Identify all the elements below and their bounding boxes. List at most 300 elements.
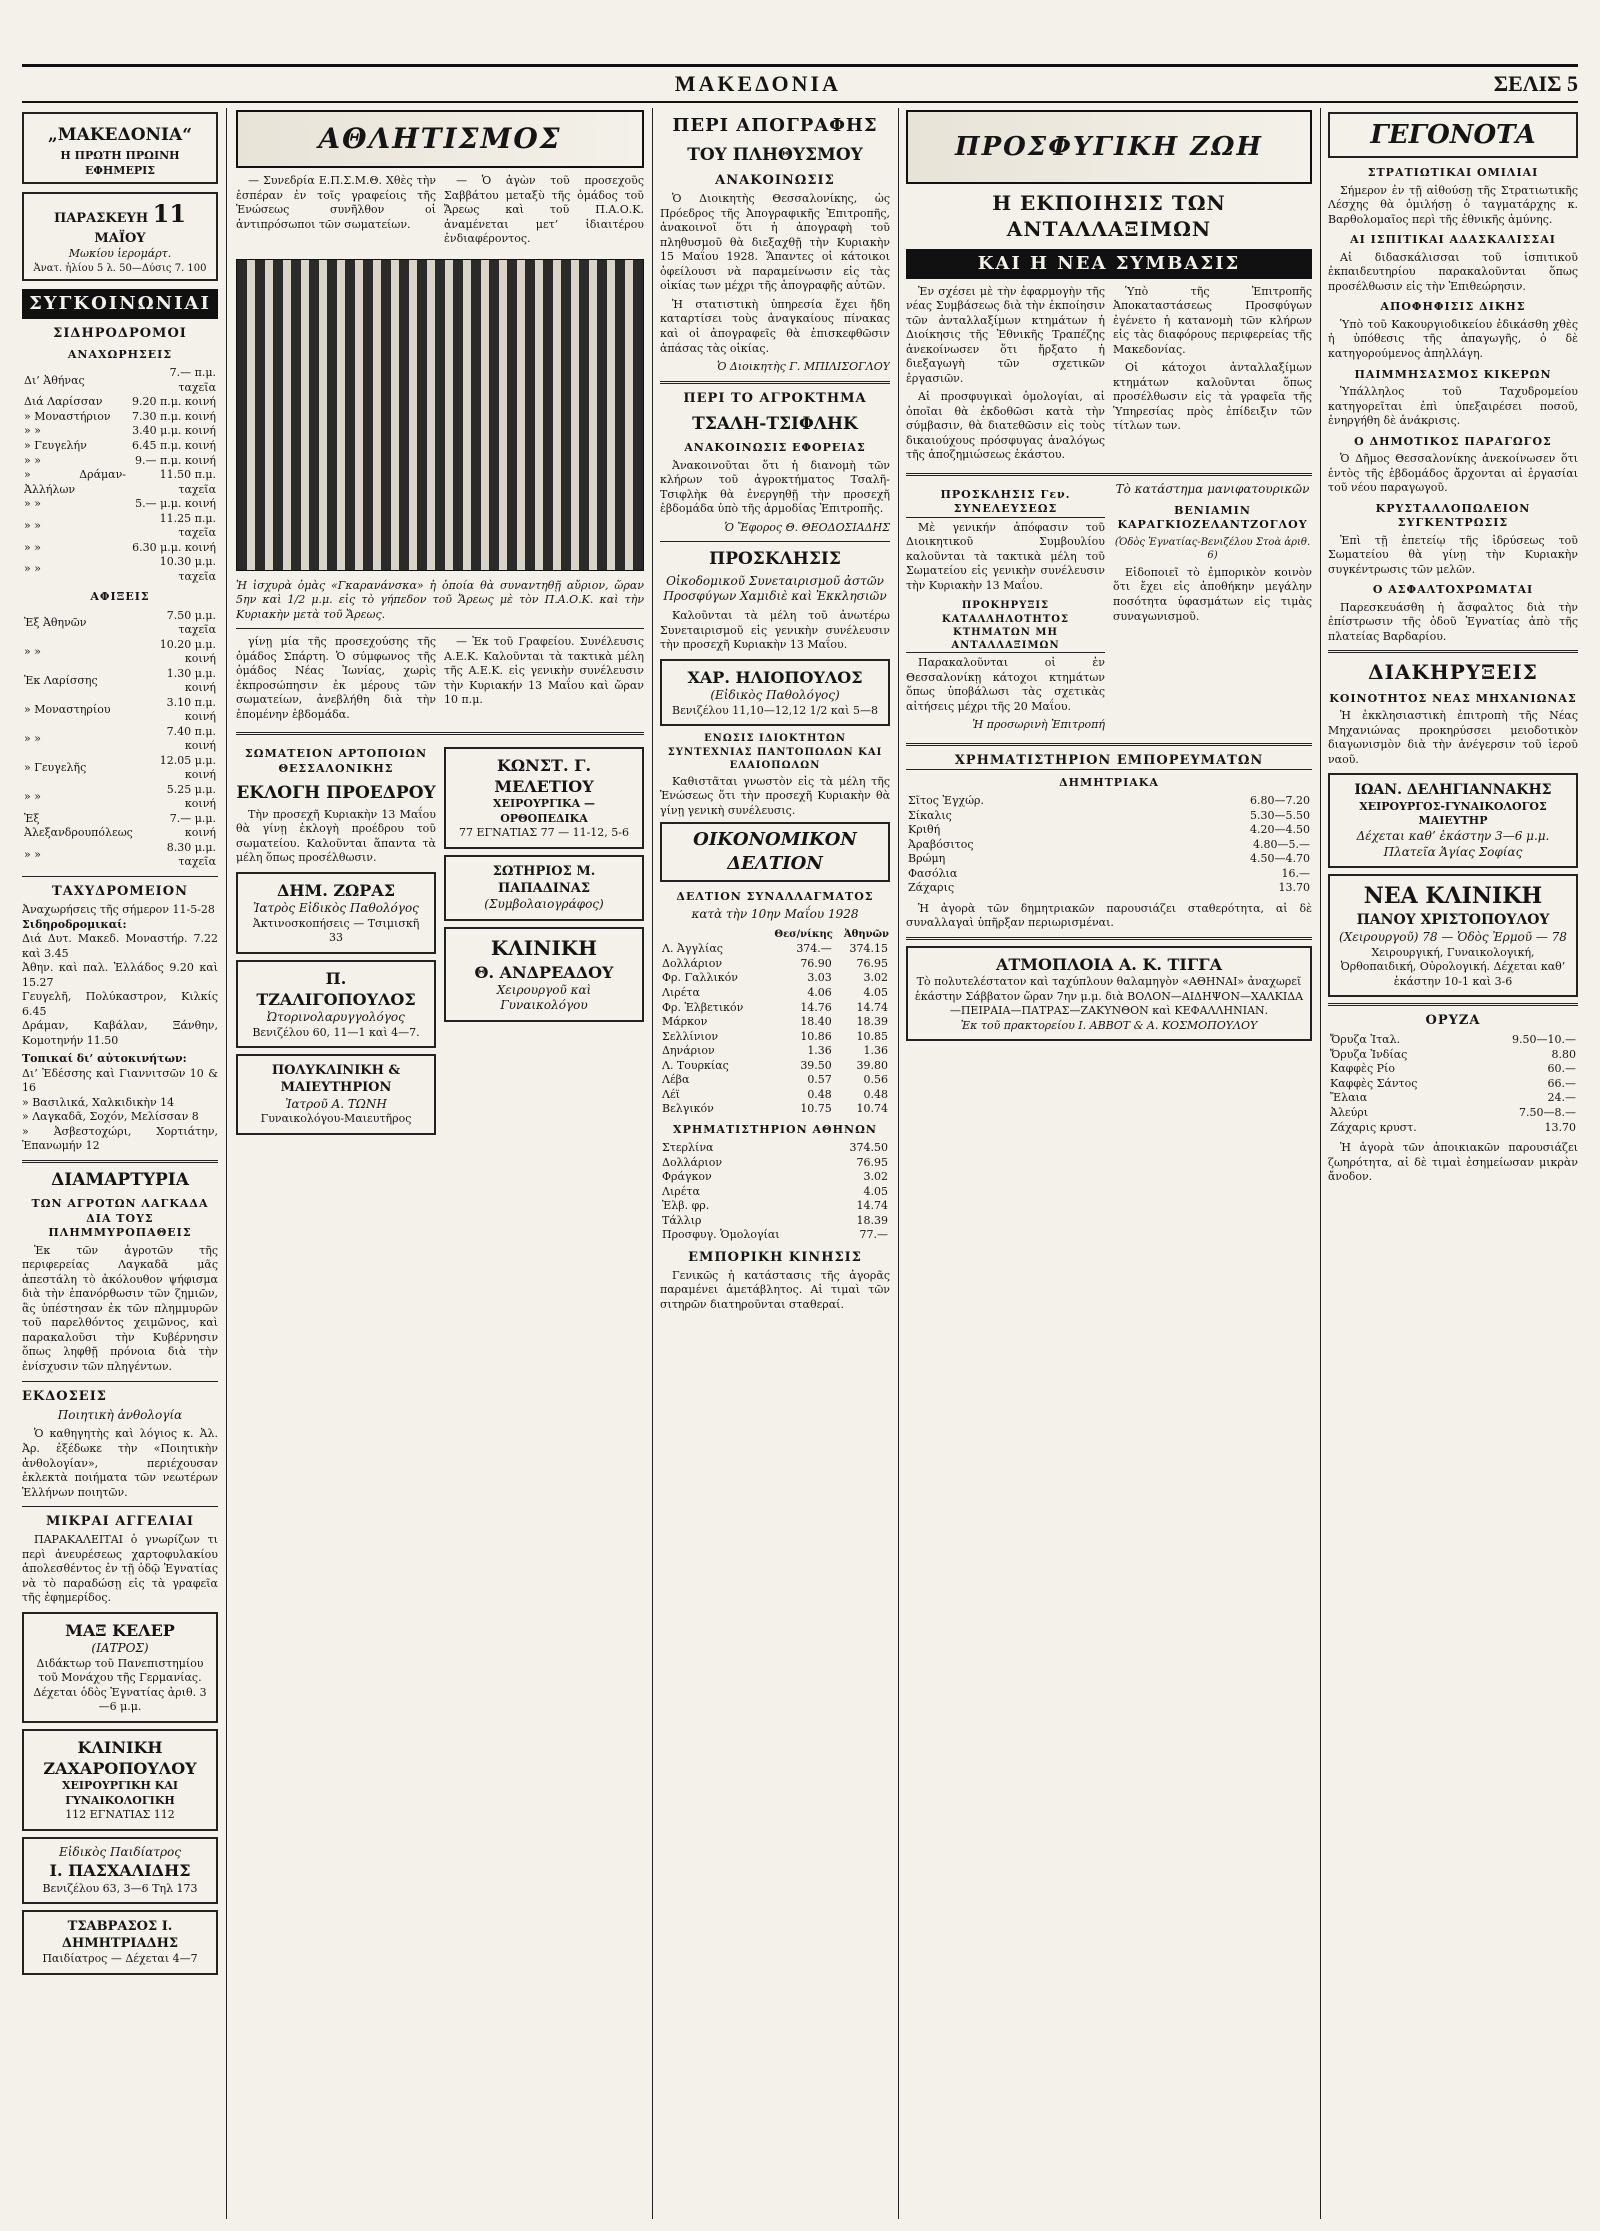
table-cell: 18.40 bbox=[800, 1015, 832, 1029]
table-header: Θεσ/νίκης bbox=[774, 929, 833, 941]
census-heading: ΠΕΡΙ ΑΠΟΓΡΑΦΗΣ bbox=[672, 115, 878, 136]
timetable-row bbox=[22, 468, 218, 497]
date-month: ΜΑΪΟΥ bbox=[94, 231, 146, 247]
ad-subtitle: ΧΕΙΡΟΥΡΓΟΣ-ΓΥΝΑΙΚΟΛΟΓΟΣ ΜΑΙΕΥΤΗΡ bbox=[1359, 799, 1547, 828]
ad-paschalidis bbox=[22, 1837, 218, 1904]
timetable-row bbox=[22, 395, 218, 410]
refugee-heading: Η ΕΚΠΟΙΗΣΙΣ ΤΩΝ ΑΝΤΑΛΛΑΞΙΜΩΝ bbox=[992, 191, 1226, 242]
post-subheading: Σιδηροδρομικαί: bbox=[22, 917, 127, 931]
table-cell: Σελλίνιον bbox=[662, 1029, 719, 1043]
commodity-row bbox=[906, 794, 1312, 809]
ad-tzaligopoulos bbox=[236, 960, 436, 1049]
table-cell: 0.48 bbox=[863, 1087, 888, 1101]
table-cell: 13.70 bbox=[1544, 1120, 1576, 1134]
bourse-heading: ΧΡΗΜΑΤΙΣΤΗΡΙΟΝ ΑΘΗΝΩΝ bbox=[673, 1122, 877, 1136]
fx-row bbox=[660, 1030, 890, 1045]
divider bbox=[22, 1160, 218, 1163]
column-4 bbox=[906, 108, 1312, 2219]
bourse-row bbox=[660, 1185, 890, 1200]
table-cell: 374.50 bbox=[849, 1141, 888, 1155]
table-cell: 39.50 bbox=[800, 1058, 832, 1072]
ad-text: Διδάκτωρ τοῦ Πανεπιστημίου τοῦ Μονάχου τῆς Γερμανίας. Δέχεται ὁδὸς Ἐγνατίας ἀριθ. 3—6 μ.μ. bbox=[33, 1656, 207, 1714]
ad-subtitle: (ΙΑΤΡΟΣ) bbox=[91, 1640, 149, 1655]
table-cell: 10.85 bbox=[856, 1029, 888, 1043]
ad-papadinas bbox=[444, 855, 644, 921]
fx-heading: ΔΕΛΤΙΟΝ ΣΥΝΑΛΛΑΓΜΑΤΟΣ bbox=[676, 889, 874, 903]
editions-subheading: Ποιητικὴ ἀνθολογία bbox=[57, 1407, 183, 1422]
protest-text: Ἐκ τῶν ἀγροτῶν τῆς περιφερείας Λαγκαδᾶ μᾶς ἀπεστάλη τὸ ἀκόλουθον ψήφισμα διὰ τὴν ἐπανόρθωσιν τῶν ζημιῶν, ἃς ὑπέστησαν ἐκ τῶν πλημμυρῶν τοῦ παρελθόντος χειμῶνος, καὶ παρακαλοῦσι τὴν Κυβέρνησιν ὅπως ληφθῇ πρόνοια διὰ τὴν ἐνίσχυσιν τῶν πληγέντων. bbox=[22, 1243, 218, 1373]
news-text: Ὑπὸ τοῦ Κακουργιοδικείου ἐδικάσθη χθὲς ἡ ὑπόθεσις τῆς ἀπαγωγῆς, ὁ δὲ κατηγορούμενος ἀπηλλάγη. bbox=[1328, 317, 1578, 360]
column-2 bbox=[236, 108, 644, 2219]
fx-row bbox=[660, 942, 890, 957]
departures-table bbox=[22, 609, 218, 870]
post-list bbox=[22, 932, 218, 1048]
divider bbox=[236, 732, 644, 735]
table-cell: 5.25 μ.μ. κοινή bbox=[166, 782, 216, 811]
table-cell: 6.30 μ.μ. κοινή bbox=[132, 540, 216, 554]
news-heading: ΚΡΥΣΤΑΛΛΟΠΩΛΕΙΟΝ ΣΥΓΚΕΝΤΡΩΣΙΣ bbox=[1375, 501, 1531, 530]
protest-subheading: ΤΩΝ ΑΓΡΟΤΩΝ ΛΑΓΚΑΔΑ ΔΙΑ ΤΟΥΣ ΠΛΗΜΜΥΡΟΠΑΘΕΙΣ bbox=[31, 1197, 209, 1240]
table-cell: 1.36 bbox=[863, 1044, 888, 1058]
shop-text: Εἰδοποιεῖ τὸ ἐμπορικὸν κοινὸν ὅτι ἔχει εἰς ἀποθήκην μεγάλην ποσότητα ὑφασμάτων εἰς τιμὰς συναγωνισμοῦ. bbox=[1113, 565, 1312, 623]
table-cell: 10.86 bbox=[800, 1029, 832, 1043]
lease-text: Παρακαλοῦνται οἱ ἐν Θεσσαλονίκῃ κάτοχοι κτημάτων ὅπως ὑποβάλωσι τὰς σχετικὰς αἰτήσεις μέχρι τῆς 20 Μαΐου. bbox=[906, 656, 1105, 713]
ad-meletiou bbox=[444, 747, 644, 849]
meeting-text: Μὲ γενικήν ἀπόφασιν τοῦ Διοικητικοῦ Συμβουλίου καλοῦνται τὰ τακτικὰ μέλη τοῦ Σωματείου εἰς γενικὴν συνέλευσιν τὴν Κυριακὴν 13 Μαΐου. bbox=[906, 520, 1105, 592]
column-divider bbox=[1320, 108, 1321, 2219]
union-heading: ΣΩΜΑΤΕΙΟΝ ΑΡΤΟΠΟΙΩΝ ΘΕΣΣΑΛΟΝΙΚΗΣ bbox=[245, 747, 427, 775]
price-row bbox=[1328, 1048, 1578, 1063]
table-cell: » » bbox=[24, 540, 41, 554]
price-row bbox=[1328, 1033, 1578, 1048]
invite-text: Καλοῦνται τὰ μέλη τοῦ ἀνωτέρω Συνεταιρισμοῦ εἰς γενικὴν συνέλευσιν τὴν προσεχῆ Κυριακὴν 13 Μαΐου. bbox=[660, 609, 890, 652]
post-item: Διά Δυτ. Μακεδ. Μοναστήρ. 7.22 καὶ 3.45 bbox=[22, 932, 218, 960]
fx-row bbox=[660, 971, 890, 986]
ad-text: Χειρουργοῦ καὶ Γυναικολόγου bbox=[496, 982, 592, 1013]
table-cell: Ἐξ Ἀθηνῶν bbox=[24, 615, 87, 629]
table-cell: Δηνάριον bbox=[662, 1044, 715, 1058]
table-cell: 60.— bbox=[1547, 1062, 1576, 1076]
refugee-text-c: Ὑπὸ τῆς Ἐπιτροπῆς Ἀποκαταστάσεως Προσφύγων ἐγένετο ἡ κατανομὴ τῶν κλήρων εἰς τὰς διαφόρους περιφερείας τῆς Μακεδονίας. bbox=[1113, 284, 1312, 356]
table-cell: Λέβα bbox=[662, 1073, 690, 1087]
ad-text: Γυναικολόγου-Μαιευτῆρος bbox=[260, 1112, 412, 1126]
table-cell: 7.— π.μ. ταχεῖα bbox=[169, 366, 216, 394]
bourse-row bbox=[660, 1228, 890, 1243]
table-cell: 4.06 bbox=[807, 986, 832, 999]
table-cell: 11.50 π.μ. ταχεῖα bbox=[159, 468, 216, 496]
table-cell: Λέϊ bbox=[662, 1087, 680, 1101]
table-cell: » Μοναστηρίου bbox=[24, 703, 111, 717]
table-header: Ἀθηνῶν bbox=[843, 929, 889, 941]
table-cell: Ὄρυζα Ἰταλ. bbox=[1330, 1033, 1401, 1047]
invite-subheading: Οἰκοδομικοῦ Συνεταιρισμοῦ ἀστῶν Προσφύγων Χαμιδιὲ καὶ Ἐκκλησιῶν bbox=[663, 573, 887, 604]
ad-subtitle: Ἰατροῦ Α. ΤΩΝΗ bbox=[285, 1096, 387, 1111]
table-cell: » Γευγελήν bbox=[24, 439, 87, 452]
timetable-row bbox=[22, 555, 218, 584]
editions-heading: ΕΚΔΟΣΕΙΣ bbox=[22, 1388, 107, 1404]
commodities-table bbox=[906, 794, 1312, 896]
auto-item: » Βασιλικά, Χαλκιδικὴν 14 bbox=[22, 1095, 175, 1109]
paper-name: „ΜΑΚΕΔΟΝΙΑ“ bbox=[48, 125, 192, 145]
bourse-row bbox=[660, 1141, 890, 1156]
sport-text: — Ὁ ἀγὼν τοῦ προσεχοῦς Σαββάτου μεταξὺ τῆς ὁμάδος τοῦ Ἄρεως καὶ τοῦ Π.Α.Ο.Κ. ἀναμένεται μετ’ ἰδιαιτέρου ἐνδιαφέροντος. bbox=[444, 174, 644, 246]
ad-andreadou bbox=[444, 927, 644, 1022]
news-text: Αἱ διδασκάλισσαι τοῦ ἰσπιτικοῦ ἐκπαιδευτηρίου παρακαλοῦνται ὅπως προσέλθωσιν εἰς τὴν Ἐπιθεώρησιν. bbox=[1328, 250, 1578, 293]
table-cell: Καφφὲς Σάντος bbox=[1330, 1076, 1418, 1090]
prices-text: Ἡ ἀγορὰ τῶν ἀποικιακῶν παρουσιάζει ζωηρότητα, αἱ δὲ τιμαὶ ἐσημείωσαν μικρὰν ἄνοδον. bbox=[1328, 1141, 1578, 1184]
table-cell: 12.05 μ.μ. κοινή bbox=[159, 753, 216, 782]
prices-table bbox=[1328, 1033, 1578, 1135]
ad-text: Ἀκτινοσκοπήσεις — Τσιμισκῆ 33 bbox=[252, 916, 420, 945]
price-row bbox=[1328, 1106, 1578, 1121]
census-heading-2: ΤΟΥ ΠΛΗΘΥΣΜΟΥ bbox=[687, 144, 863, 165]
ad-title: ΔΗΜ. ΖΩΡΑΣ bbox=[276, 880, 396, 900]
team-photo bbox=[236, 259, 644, 571]
timetable-row bbox=[22, 725, 218, 754]
table-cell: Φρ. Ἑλβετικόν bbox=[662, 1000, 744, 1014]
ad-zoras bbox=[236, 872, 436, 954]
estate-heading: ΠΕΡΙ ΤΟ ΑΓΡΟΚΤΗΜΑ bbox=[683, 390, 867, 406]
sport-text-top bbox=[236, 174, 644, 251]
table-cell: 16.— bbox=[1281, 866, 1310, 880]
estate-heading-2: ΤΣΑΛΗ-ΤΣΙΦΛΗΚ bbox=[692, 413, 858, 434]
photo-caption: Ἡ ἰσχυρὰ ὁμὰς «Γκαρανάνσκα» ἡ ὁποία θὰ συναντηθῇ αὔριον, ὥραν 5ην καὶ 1/2 μ.μ. εἰς τὸ γήπεδον τοῦ Ἄρεως μὲ τὸν Π.Α.Ο.Κ. καὶ τὴν Κυριακὴν μετὰ τοῦ Ἄρεως. bbox=[236, 578, 644, 621]
ad-title: ΤΣΑΒΡΑΣΟΣ Ι. ΔΗΜΗΤΡΙΑΔΗΣ bbox=[61, 1919, 179, 1952]
table-cell: Ἀλεύρι bbox=[1330, 1106, 1369, 1119]
estate-text: Ἀνακοινοῦται ὅτι ἡ διανομὴ τῶν κλήρων τοῦ ἀγροκτήματος Τσαλῆ-Τσιφλὴκ θὰ ἐνεργηθῇ τὴν προσεχῆ ἑβδομάδα ὑπὸ τῆς ἁρμοδίας Ἐπιτροπῆς. bbox=[660, 458, 890, 516]
table-cell: Λιρέτα bbox=[662, 1184, 700, 1198]
divider bbox=[22, 876, 218, 877]
masthead-title: ΜΑΚΕΔΟΝΙΑ bbox=[674, 71, 841, 96]
table-cell: 3.02 bbox=[863, 971, 888, 985]
commodities-subheading: ΔΗΜΗΤΡΙΑΚΑ bbox=[1059, 775, 1159, 789]
table-cell: 10.30 μ.μ. ταχεῖα bbox=[159, 555, 216, 583]
departures-heading: ΑΦΙΞΕΙΣ bbox=[90, 590, 150, 604]
shop-address: (Ὁδὸς Ἐγνατίας-Βενιζέλου Στοὰ ἀριθ. 6) bbox=[1114, 536, 1311, 561]
table-cell: 374.15 bbox=[849, 942, 888, 956]
ad-title: ΚΛΙΝΙΚΗ ΖΑΧΑΡΟΠΟΥΛΟΥ bbox=[43, 1737, 197, 1778]
fx-row bbox=[660, 1102, 890, 1117]
meeting-heading: ΠΡΟΣΚΛΗΣΙΣ Γεν. ΣΥΝΕΛΕΥΣΕΩΣ bbox=[906, 488, 1105, 518]
refugee-text-a: Ἐν σχέσει μὲ τὴν ἐφαρμογὴν τῆς νέας Συμβάσεως διὰ τὴν ἐκποίησιν τῶν ἀνταλλαξίμων κτημάτων ἡ Διοίκησις τῆς Ἐθνικῆς Τραπέζης ἀνεκοίνωσεν ὅτι ἤρξατο ἡ διεξαγωγὴ τῶν σχετικῶν ἐργασιῶν. bbox=[906, 284, 1105, 385]
table-cell: Διά Λαρίσσαν bbox=[24, 395, 103, 409]
column-divider bbox=[898, 108, 899, 2219]
ad-text: (Χειρουργοῦ) 78 — Ὁδὸς Ἐρμοῦ — 78 bbox=[1339, 929, 1567, 944]
divider bbox=[906, 473, 1312, 476]
grocers-text: Καθιστᾶται γνωστὸν εἰς τὰ μέλη τῆς Ἑνώσεως ὅτι τὴν προσεχῆ Κυριακὴν θὰ γίνῃ γενικὴ συνέλευσις. bbox=[660, 774, 890, 817]
ad-subtitle: (Συμβολαιογράφος) bbox=[484, 897, 604, 912]
timetable-row bbox=[22, 638, 218, 667]
commodity-row bbox=[906, 823, 1312, 838]
sunrise-sunset: Ἀνατ. ἡλίου 5 λ. 50—Δύσις 7. 100 bbox=[33, 262, 207, 274]
fx-row bbox=[660, 1001, 890, 1016]
sport-text-bottom bbox=[236, 635, 644, 726]
timetable-row bbox=[22, 541, 218, 556]
lease-signature: Ἡ προσωρινὴ Ἐπιτροπή bbox=[972, 718, 1105, 732]
table-cell: 5.— μ.μ. κοινή bbox=[135, 497, 216, 511]
ad-title: ΚΛΙΝΙΚΗ bbox=[490, 936, 598, 961]
ad-subtitle: Ἰατρὸς Εἰδικὸς Παθολόγος bbox=[253, 900, 419, 915]
ad-text-2: Χειρουργική, Γυναικολογική, Ὀρθοπαιδική, Οὐρολογική. Δέχεται καθ’ ἑκάστην 10-1 καὶ 3-6 bbox=[1340, 945, 1566, 988]
ad-address: Βενιζέλου 63, 3—6 Τηλ 173 bbox=[42, 1881, 198, 1895]
table-cell: 9.20 π.μ. κοινή bbox=[132, 395, 216, 409]
ad-title: Ι. ΠΑΣΧΑΛΙΔΗΣ bbox=[49, 1861, 191, 1881]
ad-zacharopoulou bbox=[22, 1729, 218, 1831]
events-heading: ΓΕΓΟΝΟΤΑ bbox=[1328, 112, 1578, 158]
table-cell: Ἑλβ. φρ. bbox=[662, 1199, 710, 1213]
table-cell: » » bbox=[24, 644, 41, 658]
notices-area bbox=[906, 482, 1312, 737]
census-subheading: ΑΝΑΚΟΙΝΩΣΙΣ bbox=[715, 173, 835, 189]
auto-item: » Λαγκαδᾶ, Σοχόν, Μελίσσαν 8 bbox=[22, 1110, 199, 1124]
table-cell: 14.74 bbox=[856, 1000, 888, 1014]
date-day: ΠΑΡΑΣΚΕΥΗ bbox=[53, 211, 149, 227]
commodities-text: Ἡ ἀγορὰ τῶν δημητριακῶν παρουσιάζει σταθερότητα, αἱ δὲ συναλλαγαὶ ὑπῆρξαν περιωρισμέναι. bbox=[906, 901, 1312, 930]
economic-bulletin-heading: ΟΙΚΟΝΟΜΙΚΟΝ ΔΕΛΤΙΟΝ bbox=[660, 822, 890, 882]
ad-dimitriadis bbox=[22, 1910, 218, 1975]
post-heading: ΤΑΧΥΔΡΟΜΕΙΟΝ bbox=[52, 883, 188, 899]
commodity-row bbox=[906, 838, 1312, 853]
table-cell: 4.80—5.— bbox=[1253, 837, 1310, 851]
news-heading: ΑΙ ΙΣΠΙΤΙΚΑΙ ΑΔΑΣΚΑΛΙΣΣΑΙ bbox=[1350, 233, 1556, 247]
post-item: Δράμαν, Καβάλαν, Ξάνθην, Κομοτηνήν 11.50 bbox=[22, 1019, 218, 1047]
page-number: ΣΕΛΙΣ 5 bbox=[1493, 71, 1578, 96]
table-cell: 14.76 bbox=[800, 1000, 832, 1014]
tenders-heading: ΔΙΑΚΗΡΥΞΕΙΣ bbox=[1368, 660, 1538, 685]
arrivals-heading: ΑΝΑΧΩΡΗΣΕΙΣ bbox=[67, 347, 173, 361]
ad-text: Βενιζέλου 11,10—12,12 1/2 καὶ 5—8 bbox=[671, 703, 878, 717]
ad-iliopoulos bbox=[660, 659, 890, 726]
ad-subtitle: Ὠτορινολαρυγγολόγος bbox=[267, 1009, 405, 1024]
ad-subtitle: Εἰδικὸς Παιδίατρος bbox=[59, 1844, 181, 1859]
table-cell: 14.74 bbox=[856, 1199, 888, 1213]
ad-address: 112 ΕΓΝΑΤΙΑΣ 112 bbox=[65, 1808, 175, 1822]
sport-text: γίνῃ μία τῆς προσεχούσης τῆς ὁμάδος Σπάρτη. Ὁ σύμφωνος τῆς ὁμάδος Νέας Ἰωνίας, χωρὶς ἐκπροσώπησιν ἐκ μέρους τῶν σωματείων, ἀνεβλήθη διὰ τὴν ἑπομένην ἑβδομάδα. bbox=[236, 635, 436, 721]
fx-row bbox=[660, 1044, 890, 1059]
table-cell: 0.57 bbox=[807, 1073, 832, 1087]
news-text: Παρεσκευάσθη ἡ ἄσφαλτος διὰ τὴν ἐπίστρωσιν τῆς ὁδοῦ Ἐγνατίας ἀπὸ τῆς πλατείας Βαρδαρίου. bbox=[1328, 600, 1578, 643]
table-cell: 8.80 bbox=[1551, 1047, 1576, 1061]
price-row bbox=[1328, 1062, 1578, 1077]
table-cell: Σῖτος Ἐγχώρ. bbox=[908, 794, 985, 808]
timetable-row bbox=[22, 667, 218, 696]
table-cell: Λιρέτα bbox=[662, 986, 700, 999]
table-cell: Δολλάριον bbox=[662, 1155, 723, 1169]
news-heading: Ο ΔΗΜΟΤΙΚΟΣ ΠΑΡΑΓΩΓΟΣ bbox=[1354, 434, 1552, 448]
table-cell: Ζάχαρις bbox=[908, 881, 955, 895]
bourse-row bbox=[660, 1199, 890, 1214]
timetable-row bbox=[22, 410, 218, 425]
ad-deligiannakis bbox=[1328, 773, 1578, 868]
divider bbox=[906, 743, 1312, 746]
timetable-row bbox=[22, 754, 218, 783]
timetable-row bbox=[22, 783, 218, 812]
table-cell: 66.— bbox=[1547, 1076, 1576, 1090]
estate-subheading: ΑΝΑΚΟΙΝΩΣΙΣ ΕΦΟΡΕΙΑΣ bbox=[684, 441, 866, 455]
table-cell: Ζάχαρις κρυστ. bbox=[1330, 1120, 1417, 1134]
ad-polyclinic bbox=[236, 1054, 436, 1135]
date-box bbox=[22, 192, 218, 281]
ad-subtitle: ΧΕΙΡΟΥΡΓΙΚΗ ΚΑΙ ΓΥΝΑΙΚΟΛΟΓΙΚΗ bbox=[61, 1779, 179, 1807]
table-cell: Φασόλια bbox=[908, 866, 958, 880]
timetable-row bbox=[22, 454, 218, 469]
table-cell: 5.30—5.50 bbox=[1250, 808, 1310, 822]
table-cell: 6.45 π.μ. κοινή bbox=[132, 439, 216, 452]
ad-title: Π. ΤΖΑΛΙΓΟΠΟΥΛΟΣ bbox=[256, 968, 416, 1009]
ad-signature: Ἐκ τοῦ πρακτορείου Ι. ΑΒΒΟΤ & Α. ΚΟΣΜΟΠΟΥΛΟΥ bbox=[960, 1018, 1258, 1032]
ad-subtitle: ΧΕΙΡΟΥΡΓΙΚΑ — ΟΡΘΟΠΕΔΙΚΑ bbox=[493, 797, 595, 825]
timetable-row bbox=[22, 609, 218, 638]
rail-heading: ΣΙΔΗΡΟΔΡΟΜΟΙ bbox=[53, 325, 187, 341]
table-cell: Λ. Ἀγγλίας bbox=[662, 942, 723, 956]
price-row bbox=[1328, 1091, 1578, 1106]
timetable-row bbox=[22, 696, 218, 725]
commodity-row bbox=[906, 867, 1312, 882]
fx-date: κατὰ τὴν 10ην Μαΐου 1928 bbox=[691, 907, 859, 922]
fx-row bbox=[660, 986, 890, 1001]
ad-text: Τὸ πολυτελέστατον καὶ ταχύπλουν θαλαμηγὸν «ΑΘΗΝΑΙ» ἀναχωρεῖ ἑκάστην Σάββατον ὥραν 7ην μ.μ. διὰ ΒΟΛΟΝ—ΑΙΔΗΨΟΝ—ΧΑΛΚΙΔΑ—ΠΕΙΡΑΙΑ—ΠΑΤΡΑΣ—ΖΑΚΥΝΘΟΝ καὶ ΚΕΦΑΛΛΗΝΙΑΝ. bbox=[914, 975, 1304, 1018]
table-cell: 9.50—10.— bbox=[1512, 1033, 1576, 1047]
timetable-row bbox=[22, 812, 218, 841]
table-cell: 39.80 bbox=[856, 1058, 888, 1072]
table-header bbox=[660, 927, 762, 942]
news-heading: ΣΤΡΑΤΙΩΤΙΚΑΙ ΟΜΙΛΙΑΙ bbox=[1367, 166, 1539, 180]
ad-keller bbox=[22, 1612, 218, 1723]
paper-info-box bbox=[22, 112, 218, 184]
table-cell: 76.95 bbox=[856, 1155, 888, 1169]
price-row bbox=[1328, 1121, 1578, 1136]
ad-subtitle: ΠΑΝΟΥ ΧΡΙΣΤΟΠΟΥΛΟΥ bbox=[1356, 912, 1550, 929]
ad-title: ΣΩΤΗΡΙΟΣ Μ. ΠΑΠΑΔΙΝΑΣ bbox=[492, 863, 596, 897]
timetable-row bbox=[22, 841, 218, 870]
table-cell: Ὄρυζα Ἰνδίας bbox=[1330, 1047, 1408, 1061]
table-cell: » Δράμαν-Ἀλλήλων bbox=[24, 468, 127, 496]
fx-row bbox=[660, 1073, 890, 1088]
lease-heading: ΠΡΟΚΗΡΥΞΙΣ ΚΑΤΑΛΛΗΛΟΤΗΤΟΣ ΚΤΗΜΑΤΩΝ ΜΗ ΑΝΤΑΛΛΑΞΙΜΩΝ bbox=[906, 599, 1105, 653]
table-cell: » » bbox=[24, 732, 41, 746]
refugee-text-d: Οἱ κάτοχοι ἀνταλλαξίμων κτημάτων καλοῦνται ὅπως προσέλθωσιν εἰς τὰ γραφεῖα τῆς Ὑπηρεσίας πρὸς ἐπίδειξιν τῶν τίτλων των. bbox=[1113, 361, 1312, 433]
table-cell: 76.95 bbox=[856, 956, 888, 970]
news-text: Ὑπάλληλος τοῦ Ταχυδρομείου κατηγορεῖται ἐπὶ ὑπεξαιρέσει ποσοῦ, ἐνηργήθη δὲ ἀνάκρισις. bbox=[1328, 385, 1578, 428]
estate-signature: Ὁ Ἔφορος Θ. ΘΕΟΔΟΣΙΑΔΗΣ bbox=[724, 520, 890, 534]
table-cell: » Γευγελῆς bbox=[24, 761, 87, 775]
table-cell: Λ. Τουρκίας bbox=[662, 1058, 729, 1072]
ad-title: ΧΑΡ. ΗΛΙΟΠΟΥΛΟΣ bbox=[687, 667, 863, 687]
table-cell: Καφφὲς Ρίο bbox=[1330, 1062, 1395, 1076]
table-cell: Ἀραβόσιτος bbox=[908, 837, 974, 851]
timetable-row bbox=[22, 366, 218, 395]
divider bbox=[660, 541, 890, 542]
table-cell: » » bbox=[24, 790, 41, 804]
news-heading: Ο ΑΣΦΑΛΤΟΧΡΩΜΑΤΑΙ bbox=[1372, 583, 1534, 597]
ad-title: ΠΟΛΥΚΛΙΝΙΚΗ & ΜΑΙΕΥΤΗΡΙΟΝ bbox=[271, 1063, 401, 1096]
sport-text: — Ἐκ τοῦ Γραφείου. Συνέλευσις Α.Ε.Κ. Καλοῦνται τὰ τακτικὰ μέλη τῆς Α.Ε.Κ. εἰς γενικὴν συνέλευσιν τὴν Κυριακήν 13 Μαΐου καὶ ὥραν 10 π.μ. bbox=[444, 635, 644, 707]
protest-heading: ΔΙΑΜΑΡΤΥΡΙΑ bbox=[51, 1169, 189, 1190]
table-cell: 7.30 π.μ. κοινή bbox=[132, 409, 216, 423]
table-cell: Δολλάριον bbox=[662, 956, 723, 970]
commodities-heading: ΧΡΗΜΑΤΙΣΤΗΡΙΟΝ ΕΜΠΟΡΕΥΜΑΤΩΝ bbox=[906, 752, 1312, 770]
timetable-row bbox=[22, 424, 218, 439]
auto-list bbox=[22, 1067, 218, 1154]
sport-section-logo: ΑΘΛΗΤΙΣΜΟΣ bbox=[236, 110, 644, 168]
news-text: Ὁ Δῆμος Θεσσαλονίκης ἀνεκοίνωσεν ὅτι ἐντὸς τῆς ἑβδομάδος ἄρχονται αἱ ἐργασίαι τοῦ νέου παραγωγοῦ. bbox=[1328, 452, 1578, 495]
table-cell: Βελγικόν bbox=[662, 1102, 714, 1116]
ad-text: Βενιζέλου 60, 11—1 καὶ 4—7. bbox=[252, 1025, 420, 1039]
table-cell: 7.50 μ.μ. ταχεῖα bbox=[166, 608, 216, 637]
ad-text: 77 ΕΓΝΑΤΙΑΣ 77 — 11-12, 5-6 bbox=[458, 826, 630, 840]
ad-text: Δέχεται καθ’ ἑκάστην 3—6 μ.μ. Πλατεῖα Ἁγίας Σοφίας bbox=[1356, 828, 1550, 859]
table-cell: » » bbox=[24, 518, 41, 532]
table-cell: 1.36 bbox=[807, 1044, 832, 1058]
table-cell: 4.05 bbox=[863, 986, 888, 999]
ad-title: ΝΕΑ ΚΛΙΝΙΚΗ bbox=[1363, 883, 1543, 910]
news-text: Σήμερον ἐν τῇ αἰθούσῃ τῆς Στρατιωτικῆς Λέσχης θὰ ὁμιλήσῃ ὁ ταγματάρχης κ. Βαρθολομαῖος περὶ τῆς ἐθνικῆς ἀμύνης. bbox=[1328, 183, 1578, 226]
fx-row bbox=[660, 1088, 890, 1103]
table-cell: 9.— π.μ. κοινή bbox=[135, 453, 216, 467]
table-cell: 6.80—7.20 bbox=[1250, 794, 1310, 808]
masthead bbox=[22, 64, 1578, 103]
tenders-subheading: ΚΟΙΝΟΤΗΤΟΣ ΝΕΑΣ ΜΗΧΑΝΙΩΝΑΣ bbox=[1329, 691, 1577, 705]
auto-item: » Ἀσβεστοχώρι, Χορτιάτην, Ἐπανωμήν 12 bbox=[22, 1124, 218, 1153]
saint-of-day: Μωκίου ἱερομάρτ. bbox=[68, 247, 172, 261]
refugee-text bbox=[906, 285, 1312, 467]
table-cell: Φρ. Γαλλικόν bbox=[662, 971, 738, 985]
table-cell: 8.30 μ.μ. ταχεῖα bbox=[166, 840, 216, 869]
trade-text: Γενικῶς ἡ κατάστασις τῆς ἀγορᾶς παραμένει ἀμετάβλητος. Αἱ τιμαὶ τῶν σιτηρῶν διατηροῦνται σταθεραί. bbox=[660, 1268, 890, 1311]
bourse-row bbox=[660, 1170, 890, 1185]
table-cell: » » bbox=[24, 562, 41, 576]
column-5 bbox=[1328, 108, 1578, 2219]
census-signature: Ὁ Διοικητὴς Γ. ΜΠΙΛΙΣΟΓΛΟΥ bbox=[716, 360, 890, 374]
divider bbox=[236, 628, 644, 629]
table-cell: 3.03 bbox=[807, 971, 832, 985]
ad-subtitle: Θ. ΑΝΔΡΕΑΔΟΥ bbox=[474, 962, 614, 982]
classifieds-heading: ΜΙΚΡΑΙ ΑΓΓΕΛΙΑΙ bbox=[45, 1514, 195, 1530]
timetable-row bbox=[22, 512, 218, 541]
transport-heading: ΣΥΓΚΟΙΝΩΝΙΑΙ bbox=[22, 289, 218, 319]
bourse-row bbox=[660, 1214, 890, 1229]
table-cell: 18.39 bbox=[856, 1213, 888, 1227]
tenders-text: Ἡ ἐκκλησιαστικὴ ἐπιτροπὴ τῆς Νέας Μηχανιώνας προκηρύσσει μειοδοτικὸν διαγωνισμὸν διὰ τὴν ἀνέγερσιν τοῦ ἱεροῦ ναοῦ. bbox=[1328, 709, 1578, 766]
post-item: Γευγελῆ, Πολύκαστρον, Κιλκίς 6.45 bbox=[22, 990, 218, 1018]
news-heading: ΑΠΟΦΗΦΙΣΙΣ ΔΙΚΗΣ bbox=[1380, 300, 1526, 314]
table-cell: Ἔλαια bbox=[1330, 1091, 1368, 1105]
sport-text: — Συνεδρία Ε.Π.Σ.Μ.Θ. Χθὲς τὴν ἑσπέραν ἐν τοῖς γραφείοις τῆς Ἑνώσεως συνῆλθον οἱ ἀντιπρόσωποι τῶν σωματείων. bbox=[236, 174, 436, 231]
news-heading: ΠΑΙΜΜΗΣΑΣΜΟΣ ΚΙΚΕΡΩΝ bbox=[1354, 367, 1552, 381]
editions-text: Ὁ καθηγητὴς καὶ λόγιος κ. Ἀλ. Ἀρ. ἐξέδωκε τὴν «Ποιητικὴν ἀνθολογίαν», περιέχουσαν ἐκλεκτὰ ποιήματα τῶν νεωτέρων Ἑλλήνων ποιητῶν. bbox=[22, 1427, 218, 1499]
table-cell: Σίκαλις bbox=[908, 808, 952, 822]
auto-heading: Τοπικαί δι’ αὐτοκινήτων: bbox=[22, 1052, 187, 1066]
classifieds-text: ΠΑΡΑΚΑΛΕΙΤΑΙ ὁ γνωρίζων τι περὶ ἀνευρέσεως χαρτοφυλακίου ἀπολεσθέντος ἐν τῇ ὁδῷ Ἐγνατίας νὰ τὸ παραδώσῃ εἰς τὰ γραφεῖα τῆς ἐφημερίδος. bbox=[22, 1533, 218, 1605]
ad-title: ΜΑΞ ΚΕΛΕΡ bbox=[65, 1620, 175, 1640]
column-divider bbox=[226, 108, 227, 2219]
table-cell: 7.50—8.— bbox=[1519, 1106, 1576, 1119]
table-cell: » » bbox=[24, 497, 41, 511]
refugee-text-b: Αἱ προσφυγικαὶ ὁμολογίαι, αἱ ὁποῖαι θὰ ἐκδοθῶσι κατὰ τὴν σύμβασιν, θὰ διατεθῶσιν εἰς τοὺς δικαιούχους πρόσφυγας ἀναλόγως τῆς ἀποζημιώσεως ἑκάστου. bbox=[906, 390, 1105, 462]
ad-title: ΚΩΝΣΤ. Γ. ΜΕΛΕΤΙΟΥ bbox=[494, 756, 594, 797]
table-cell: 3.10 π.μ. κοινή bbox=[166, 695, 216, 724]
table-cell: 10.74 bbox=[856, 1102, 888, 1116]
table-cell: Ἐξ Ἀλεξανδρουπόλεως bbox=[24, 811, 133, 840]
paper-slogan: Η ΠΡΩΤΗ ΠΡΩΙΝΗ ΕΦΗΜΕΡΙΣ bbox=[60, 149, 180, 177]
table-cell: » Μοναστήριον bbox=[24, 409, 111, 423]
post-date: Ἀναχωρήσεις τῆς σήμερον 11-5-28 bbox=[22, 903, 215, 917]
union-text: Τὴν προσεχῆ Κυριακὴν 13 Μαΐου θὰ γίνῃ ἐκλογὴ προέδρου τοῦ σωματείου. Καλοῦνται ἅπαντα τὰ μέλη ὅπως προσέλθωσιν. bbox=[236, 807, 436, 865]
divider bbox=[22, 1506, 218, 1507]
post-item: Ἀθην. καὶ παλ. Ἑλλάδος 9.20 καὶ 15.27 bbox=[22, 961, 218, 989]
divider bbox=[660, 381, 890, 384]
ad-christopoulou bbox=[1328, 874, 1578, 997]
